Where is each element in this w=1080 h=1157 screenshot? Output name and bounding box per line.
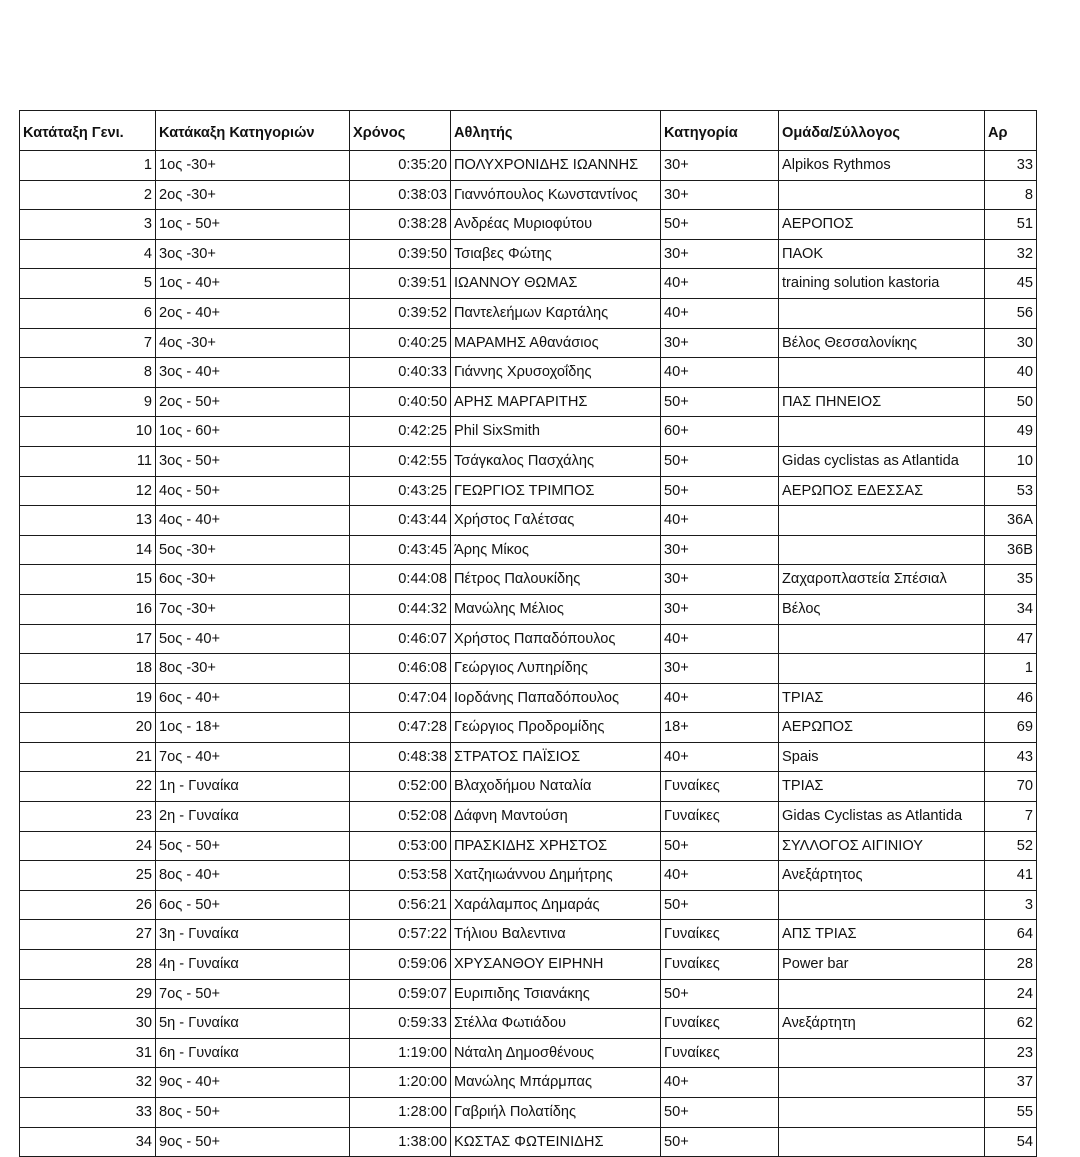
header-athlete: Αθλητής <box>451 111 661 151</box>
bib-cell: 10 <box>985 446 1037 476</box>
category-rank-cell: 5ος - 40+ <box>156 624 350 654</box>
team-cell: Spais <box>779 742 985 772</box>
table-row <box>20 920 1037 950</box>
athlete-cell: Γεώργιος Προδρομίδης <box>451 713 661 743</box>
header-team: Ομάδα/Σύλλογος <box>779 111 985 151</box>
category-rank-cell: 6ος - 40+ <box>156 683 350 713</box>
athlete-cell: ΜΑΡΑΜΗΣ Αθανάσιος <box>451 328 661 358</box>
category-cell: 50+ <box>661 831 779 861</box>
category-cell: Γυναίκες <box>661 920 779 950</box>
team-cell: Power bar <box>779 950 985 980</box>
time-cell: 0:46:08 <box>350 654 451 684</box>
table-row <box>20 180 1037 210</box>
bib-cell: 28 <box>985 950 1037 980</box>
category-cell: 50+ <box>661 387 779 417</box>
time-cell: 0:38:03 <box>350 180 451 210</box>
category-cell: 50+ <box>661 446 779 476</box>
category-cell: 40+ <box>661 358 779 388</box>
time-cell: 0:42:25 <box>350 417 451 447</box>
bib-cell: 24 <box>985 979 1037 1009</box>
table-row <box>20 1038 1037 1068</box>
athlete-cell: Ανδρέας Μυριοφύτου <box>451 210 661 240</box>
category-cell: 50+ <box>661 890 779 920</box>
category-cell: 50+ <box>661 1098 779 1128</box>
team-cell <box>779 417 985 447</box>
bib-cell: 33 <box>985 151 1037 181</box>
bib-cell: 30 <box>985 328 1037 358</box>
category-rank-cell: 8ος - 50+ <box>156 1098 350 1128</box>
team-cell <box>779 654 985 684</box>
team-cell: training solution kastoria <box>779 269 985 299</box>
overall-rank-cell: 10 <box>20 417 156 447</box>
athlete-cell: ΙΩΑΝΝΟΥ ΘΩΜΑΣ <box>451 269 661 299</box>
table-row <box>20 476 1037 506</box>
table-row <box>20 683 1037 713</box>
category-rank-cell: 7ος -30+ <box>156 594 350 624</box>
category-rank-cell: 4ος - 40+ <box>156 506 350 536</box>
overall-rank-cell: 14 <box>20 535 156 565</box>
athlete-cell: Μανώλης Μέλιος <box>451 594 661 624</box>
athlete-cell: Χατζηιωάννου Δημήτρης <box>451 861 661 891</box>
time-cell: 0:43:45 <box>350 535 451 565</box>
overall-rank-cell: 2 <box>20 180 156 210</box>
athlete-cell: Νάταλη Δημοσθένους <box>451 1038 661 1068</box>
bib-cell: 37 <box>985 1068 1037 1098</box>
bib-cell: 51 <box>985 210 1037 240</box>
category-cell: 30+ <box>661 180 779 210</box>
team-cell <box>779 535 985 565</box>
table-row <box>20 506 1037 536</box>
table-row <box>20 565 1037 595</box>
team-cell: Ανεξάρτητος <box>779 861 985 891</box>
category-rank-cell: 1η - Γυναίκα <box>156 772 350 802</box>
category-rank-cell: 3ος -30+ <box>156 239 350 269</box>
category-rank-cell: 2ος - 40+ <box>156 298 350 328</box>
overall-rank-cell: 4 <box>20 239 156 269</box>
athlete-cell: ΚΩΣΤΑΣ ΦΩΤΕΙΝΙΔΗΣ <box>451 1127 661 1157</box>
time-cell: 0:44:08 <box>350 565 451 595</box>
category-rank-cell: 1ος - 50+ <box>156 210 350 240</box>
overall-rank-cell: 31 <box>20 1038 156 1068</box>
bib-cell: 36B <box>985 535 1037 565</box>
table-row <box>20 446 1037 476</box>
bib-cell: 70 <box>985 772 1037 802</box>
time-cell: 0:42:55 <box>350 446 451 476</box>
time-cell: 0:40:33 <box>350 358 451 388</box>
bib-cell: 40 <box>985 358 1037 388</box>
table-row <box>20 417 1037 447</box>
team-cell <box>779 298 985 328</box>
category-rank-cell: 2η - Γυναίκα <box>156 802 350 832</box>
team-cell: Βέλος <box>779 594 985 624</box>
overall-rank-cell: 19 <box>20 683 156 713</box>
team-cell: Ανεξάρτητη <box>779 1009 985 1039</box>
time-cell: 0:40:50 <box>350 387 451 417</box>
time-cell: 0:57:22 <box>350 920 451 950</box>
category-rank-cell: 7ος - 50+ <box>156 979 350 1009</box>
overall-rank-cell: 6 <box>20 298 156 328</box>
table-row <box>20 950 1037 980</box>
bib-cell: 55 <box>985 1098 1037 1128</box>
team-cell <box>779 1068 985 1098</box>
category-cell: 30+ <box>661 654 779 684</box>
time-cell: 0:39:50 <box>350 239 451 269</box>
overall-rank-cell: 22 <box>20 772 156 802</box>
overall-rank-cell: 5 <box>20 269 156 299</box>
overall-rank-cell: 9 <box>20 387 156 417</box>
time-cell: 0:56:21 <box>350 890 451 920</box>
time-cell: 0:43:25 <box>350 476 451 506</box>
category-cell: 40+ <box>661 742 779 772</box>
team-cell <box>779 1127 985 1157</box>
athlete-cell: Χρήστος Γαλέτσας <box>451 506 661 536</box>
bib-cell: 69 <box>985 713 1037 743</box>
category-rank-cell: 3ος - 40+ <box>156 358 350 388</box>
bib-cell: 47 <box>985 624 1037 654</box>
overall-rank-cell: 17 <box>20 624 156 654</box>
overall-rank-cell: 11 <box>20 446 156 476</box>
category-rank-cell: 6ος - 50+ <box>156 890 350 920</box>
category-rank-cell: 9ος - 50+ <box>156 1127 350 1157</box>
athlete-cell: Ευριπιδης Τσιανάκης <box>451 979 661 1009</box>
team-cell <box>779 358 985 388</box>
athlete-cell: Γιαννόπουλος Κωνσταντίνος <box>451 180 661 210</box>
team-cell: Gidas Cyclistas as Atlantida <box>779 802 985 832</box>
category-rank-cell: 8ος -30+ <box>156 654 350 684</box>
team-cell: ΑΕΡΩΠΟΣ ΕΔΕΣΣΑΣ <box>779 476 985 506</box>
time-cell: 0:46:07 <box>350 624 451 654</box>
category-rank-cell: 6ος -30+ <box>156 565 350 595</box>
category-cell: 40+ <box>661 506 779 536</box>
athlete-cell: ΣΤΡΑΤΟΣ ΠΑΪΣΙΟΣ <box>451 742 661 772</box>
time-cell: 0:52:00 <box>350 772 451 802</box>
category-cell: 40+ <box>661 624 779 654</box>
overall-rank-cell: 24 <box>20 831 156 861</box>
category-cell: Γυναίκες <box>661 1038 779 1068</box>
team-cell: Βέλος Θεσσαλονίκης <box>779 328 985 358</box>
table-row <box>20 654 1037 684</box>
team-cell: Alpikos Rythmos <box>779 151 985 181</box>
bib-cell: 54 <box>985 1127 1037 1157</box>
team-cell: Ζαχαροπλαστεία Σπέσιαλ <box>779 565 985 595</box>
overall-rank-cell: 20 <box>20 713 156 743</box>
category-cell: Γυναίκες <box>661 1009 779 1039</box>
athlete-cell: Τσιαβες Φώτης <box>451 239 661 269</box>
athlete-cell: Phil SixSmith <box>451 417 661 447</box>
table-row <box>20 890 1037 920</box>
team-cell: ΑΕΡΩΠΟΣ <box>779 713 985 743</box>
bib-cell: 32 <box>985 239 1037 269</box>
team-cell <box>779 890 985 920</box>
athlete-cell: Δάφνη Μαντούση <box>451 802 661 832</box>
table-row <box>20 210 1037 240</box>
table-row <box>20 1068 1037 1098</box>
category-cell: Γυναίκες <box>661 772 779 802</box>
team-cell: Gidas cyclistas as Atlantida <box>779 446 985 476</box>
category-rank-cell: 1ος - 40+ <box>156 269 350 299</box>
category-rank-cell: 5ος -30+ <box>156 535 350 565</box>
athlete-cell: Παντελεήμων Καρτάλης <box>451 298 661 328</box>
bib-cell: 46 <box>985 683 1037 713</box>
header-bib: Αρ <box>985 111 1037 151</box>
team-cell <box>779 979 985 1009</box>
team-cell <box>779 1038 985 1068</box>
athlete-cell: Γιάννης Χρυσοχοΐδης <box>451 358 661 388</box>
category-rank-cell: 5ος - 50+ <box>156 831 350 861</box>
athlete-cell: ΠΟΛΥΧΡΟΝΙΔΗΣ ΙΩΑΝΝΗΣ <box>451 151 661 181</box>
table-row <box>20 269 1037 299</box>
table-row <box>20 742 1037 772</box>
bib-cell: 8 <box>985 180 1037 210</box>
table-row <box>20 1009 1037 1039</box>
overall-rank-cell: 25 <box>20 861 156 891</box>
header-category: Κατηγορία <box>661 111 779 151</box>
bib-cell: 23 <box>985 1038 1037 1068</box>
bib-cell: 52 <box>985 831 1037 861</box>
category-cell: 18+ <box>661 713 779 743</box>
overall-rank-cell: 32 <box>20 1068 156 1098</box>
results-table <box>19 110 1037 1157</box>
table-row <box>20 802 1037 832</box>
table-row <box>20 387 1037 417</box>
time-cell: 1:28:00 <box>350 1098 451 1128</box>
table-row <box>20 1098 1037 1128</box>
header-overall-rank: Κατάταξη Γενι. <box>20 111 156 151</box>
time-cell: 1:38:00 <box>350 1127 451 1157</box>
table-row <box>20 535 1037 565</box>
bib-cell: 62 <box>985 1009 1037 1039</box>
category-rank-cell: 5η - Γυναίκα <box>156 1009 350 1039</box>
overall-rank-cell: 13 <box>20 506 156 536</box>
team-cell: ΠΑΟΚ <box>779 239 985 269</box>
category-cell: 50+ <box>661 210 779 240</box>
category-rank-cell: 1ος - 18+ <box>156 713 350 743</box>
bib-cell: 56 <box>985 298 1037 328</box>
athlete-cell: ΓΕΩΡΓΙΟΣ ΤΡΙΜΠΟΣ <box>451 476 661 506</box>
table-row <box>20 861 1037 891</box>
team-cell: ΤΡΙΑΣ <box>779 683 985 713</box>
header-row <box>20 111 1037 151</box>
time-cell: 0:44:32 <box>350 594 451 624</box>
category-rank-cell: 1ος -30+ <box>156 151 350 181</box>
category-cell: 60+ <box>661 417 779 447</box>
category-cell: 40+ <box>661 861 779 891</box>
category-cell: 30+ <box>661 239 779 269</box>
category-rank-cell: 9ος - 40+ <box>156 1068 350 1098</box>
category-rank-cell: 4η - Γυναίκα <box>156 950 350 980</box>
overall-rank-cell: 8 <box>20 358 156 388</box>
bib-cell: 50 <box>985 387 1037 417</box>
table-row <box>20 624 1037 654</box>
bib-cell: 3 <box>985 890 1037 920</box>
category-rank-cell: 4ος - 50+ <box>156 476 350 506</box>
time-cell: 0:48:38 <box>350 742 451 772</box>
category-cell: 40+ <box>661 683 779 713</box>
table-row <box>20 1127 1037 1157</box>
time-cell: 1:19:00 <box>350 1038 451 1068</box>
category-cell: 40+ <box>661 269 779 299</box>
athlete-cell: Άρης Μίκος <box>451 535 661 565</box>
category-rank-cell: 8ος - 40+ <box>156 861 350 891</box>
bib-cell: 49 <box>985 417 1037 447</box>
time-cell: 0:47:04 <box>350 683 451 713</box>
table-row <box>20 298 1037 328</box>
category-cell: 30+ <box>661 594 779 624</box>
bib-cell: 7 <box>985 802 1037 832</box>
table-row <box>20 713 1037 743</box>
category-rank-cell: 6η - Γυναίκα <box>156 1038 350 1068</box>
category-cell: Γυναίκες <box>661 950 779 980</box>
overall-rank-cell: 16 <box>20 594 156 624</box>
time-cell: 0:59:07 <box>350 979 451 1009</box>
athlete-cell: Χαράλαμπος Δημαράς <box>451 890 661 920</box>
bib-cell: 41 <box>985 861 1037 891</box>
time-cell: 0:43:44 <box>350 506 451 536</box>
time-cell: 0:38:28 <box>350 210 451 240</box>
category-cell: 50+ <box>661 476 779 506</box>
athlete-cell: Πέτρος Παλουκίδης <box>451 565 661 595</box>
team-cell <box>779 1098 985 1128</box>
category-rank-cell: 2ος - 50+ <box>156 387 350 417</box>
overall-rank-cell: 30 <box>20 1009 156 1039</box>
table-row <box>20 831 1037 861</box>
athlete-cell: Βλαχοδήμου Ναταλία <box>451 772 661 802</box>
category-rank-cell: 3η - Γυναίκα <box>156 920 350 950</box>
time-cell: 0:39:51 <box>350 269 451 299</box>
category-cell: 40+ <box>661 298 779 328</box>
table-row <box>20 772 1037 802</box>
category-cell: 50+ <box>661 979 779 1009</box>
category-rank-cell: 7ος - 40+ <box>156 742 350 772</box>
overall-rank-cell: 15 <box>20 565 156 595</box>
category-rank-cell: 2ος -30+ <box>156 180 350 210</box>
time-cell: 0:39:52 <box>350 298 451 328</box>
category-cell: 50+ <box>661 1127 779 1157</box>
category-rank-cell: 1ος - 60+ <box>156 417 350 447</box>
athlete-cell: ΠΡΑΣΚΙΔΗΣ ΧΡΗΣΤΟΣ <box>451 831 661 861</box>
overall-rank-cell: 12 <box>20 476 156 506</box>
bib-cell: 34 <box>985 594 1037 624</box>
time-cell: 0:40:25 <box>350 328 451 358</box>
overall-rank-cell: 1 <box>20 151 156 181</box>
header-category-rank: Κατάκαξη Κατηγοριών <box>156 111 350 151</box>
bib-cell: 45 <box>985 269 1037 299</box>
overall-rank-cell: 3 <box>20 210 156 240</box>
overall-rank-cell: 28 <box>20 950 156 980</box>
overall-rank-cell: 29 <box>20 979 156 1009</box>
overall-rank-cell: 26 <box>20 890 156 920</box>
category-cell: 30+ <box>661 565 779 595</box>
overall-rank-cell: 33 <box>20 1098 156 1128</box>
overall-rank-cell: 23 <box>20 802 156 832</box>
overall-rank-cell: 21 <box>20 742 156 772</box>
category-rank-cell: 4ος -30+ <box>156 328 350 358</box>
results-body <box>20 151 1037 1157</box>
athlete-cell: Χρήστος Παπαδόπουλος <box>451 624 661 654</box>
athlete-cell: Ιορδάνης Παπαδόπουλος <box>451 683 661 713</box>
bib-cell: 43 <box>985 742 1037 772</box>
category-rank-cell: 3ος - 50+ <box>156 446 350 476</box>
bib-cell: 53 <box>985 476 1037 506</box>
time-cell: 1:20:00 <box>350 1068 451 1098</box>
header-time: Χρόνος <box>350 111 451 151</box>
team-cell: ΑΕΡΟΠΟΣ <box>779 210 985 240</box>
time-cell: 0:53:58 <box>350 861 451 891</box>
time-cell: 0:47:28 <box>350 713 451 743</box>
team-cell: ΑΠΣ ΤΡΙΑΣ <box>779 920 985 950</box>
time-cell: 0:59:33 <box>350 1009 451 1039</box>
time-cell: 0:59:06 <box>350 950 451 980</box>
category-cell: 30+ <box>661 151 779 181</box>
athlete-cell: Γεώργιος Λυπηρίδης <box>451 654 661 684</box>
athlete-cell: ΑΡΗΣ ΜΑΡΓΑΡΙΤΗΣ <box>451 387 661 417</box>
table-row <box>20 979 1037 1009</box>
team-cell <box>779 624 985 654</box>
athlete-cell: Στέλλα Φωτιάδου <box>451 1009 661 1039</box>
table-row <box>20 239 1037 269</box>
time-cell: 0:53:00 <box>350 831 451 861</box>
bib-cell: 36A <box>985 506 1037 536</box>
team-cell: ΠΑΣ ΠΗΝΕΙΟΣ <box>779 387 985 417</box>
team-cell <box>779 180 985 210</box>
category-cell: Γυναίκες <box>661 802 779 832</box>
time-cell: 0:35:20 <box>350 151 451 181</box>
athlete-cell: Γαβριήλ Πολατίδης <box>451 1098 661 1128</box>
bib-cell: 1 <box>985 654 1037 684</box>
overall-rank-cell: 34 <box>20 1127 156 1157</box>
bib-cell: 64 <box>985 920 1037 950</box>
athlete-cell: Μανώλης Μπάρμπας <box>451 1068 661 1098</box>
table-row <box>20 328 1037 358</box>
team-cell: ΤΡΙΑΣ <box>779 772 985 802</box>
table-row <box>20 594 1037 624</box>
overall-rank-cell: 7 <box>20 328 156 358</box>
category-cell: 30+ <box>661 535 779 565</box>
time-cell: 0:52:08 <box>350 802 451 832</box>
overall-rank-cell: 18 <box>20 654 156 684</box>
bib-cell: 35 <box>985 565 1037 595</box>
team-cell <box>779 506 985 536</box>
category-cell: 30+ <box>661 328 779 358</box>
overall-rank-cell: 27 <box>20 920 156 950</box>
athlete-cell: ΧΡΥΣΑΝΘΟΥ ΕΙΡΗΝΗ <box>451 950 661 980</box>
table-row <box>20 358 1037 388</box>
table-row <box>20 151 1037 181</box>
category-cell: 40+ <box>661 1068 779 1098</box>
athlete-cell: Τσάγκαλος Πασχάλης <box>451 446 661 476</box>
team-cell: ΣΥΛΛΟΓΟΣ ΑΙΓΙΝΙΟΥ <box>779 831 985 861</box>
athlete-cell: Τήλιου Βαλεντινα <box>451 920 661 950</box>
